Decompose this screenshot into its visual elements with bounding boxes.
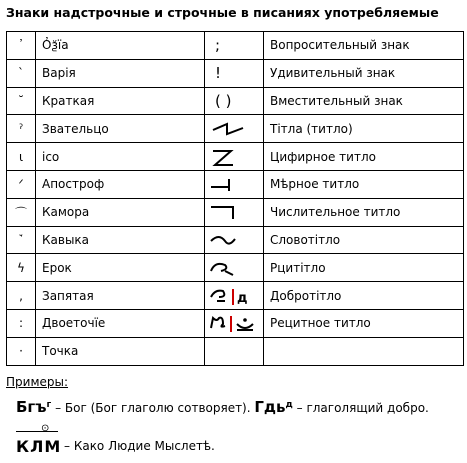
cifirnoe-titlo-icon xyxy=(205,143,264,171)
semicolon-question-icon xyxy=(205,32,264,60)
klm-titlo-line xyxy=(16,431,58,432)
sign-name-2: Словотітло xyxy=(264,226,464,254)
table-row xyxy=(7,87,464,115)
klm-letters: КЛМ xyxy=(16,437,62,456)
sign-symbol: ᐟ xyxy=(7,170,36,198)
example-desc-2: – глаголящий добро. xyxy=(292,401,429,415)
sign-name: Краткая xyxy=(36,87,205,115)
sign-name-2: Мѣрное титло xyxy=(264,170,464,198)
example-word-gospod: Гдь xyxy=(254,398,286,416)
table-row xyxy=(7,282,464,310)
svg-text:;: ; xyxy=(215,36,221,55)
example-line-2 xyxy=(16,425,466,461)
sign-symbol: ˀ xyxy=(7,115,36,143)
sign-symbol: · xyxy=(7,337,36,365)
table-row xyxy=(7,115,464,143)
klm-mark-icon: ⊙ xyxy=(41,423,50,434)
sign-name-2: Вопросительный знак xyxy=(264,32,464,60)
sign-name-2: Рецитное титло xyxy=(264,309,464,337)
sign-name: Вapiя xyxy=(36,59,205,87)
table-row xyxy=(7,309,464,337)
parentheses-icon xyxy=(205,87,264,115)
example-desc-klm: – Како Людие Мыслетѣ. xyxy=(64,439,215,453)
example-sup-1: г xyxy=(46,400,52,410)
table-row xyxy=(7,59,464,87)
table-row xyxy=(7,226,464,254)
svg-text:д: д xyxy=(237,290,248,306)
slovotitlo-icon xyxy=(205,226,264,254)
examples-heading: Примеры: xyxy=(6,375,69,389)
sign-name-2: Числительное титло xyxy=(264,198,464,226)
table-row xyxy=(7,198,464,226)
sign-name: О҆ѯїа xyxy=(36,32,205,60)
signs-table xyxy=(6,31,464,366)
sign-name: Запятая xyxy=(36,282,205,310)
example-desc-1: – Бог (Бог глаголю сотворяет). xyxy=(51,401,255,415)
sign-name-2: Вместительный знак xyxy=(264,87,464,115)
sign-name-2: Тітла (титло) xyxy=(264,115,464,143)
sign-name: Звательцо xyxy=(36,115,205,143)
sign-symbol: , xyxy=(7,282,36,310)
example-word-bog: Бгъ xyxy=(16,398,47,416)
sign-name: Двоеточїе xyxy=(36,309,205,337)
svg-text:!: ! xyxy=(215,64,222,83)
example-sup-2: д xyxy=(285,400,293,410)
sign-name: Ерок xyxy=(36,254,205,282)
sign-name-2: Рцитітло xyxy=(264,254,464,282)
table-row xyxy=(7,337,464,365)
sign-name: Кавыка xyxy=(36,226,205,254)
sign-name: ico xyxy=(36,143,205,171)
sign-name: Апостроф xyxy=(36,170,205,198)
svg-text:( ): ( ) xyxy=(215,91,232,110)
rtsititlo-icon xyxy=(205,254,264,282)
sign-symbol: ˘ xyxy=(7,87,36,115)
sign-name: Камора xyxy=(36,198,205,226)
titlo-icon xyxy=(205,115,264,143)
sign-name-2: Цифирное титло xyxy=(264,143,464,171)
sign-name-2: Добротітло xyxy=(264,282,464,310)
page-title: Знаки надстрочные и строчные в писаниях употребляемые xyxy=(6,5,439,20)
mernoe-titlo-icon xyxy=(205,170,264,198)
example-line-1 xyxy=(16,391,466,419)
sign-name: Точка xyxy=(36,337,205,365)
sign-symbol: ⌒ xyxy=(7,198,36,226)
sign-symbol: ˋ xyxy=(7,59,36,87)
table-row xyxy=(7,32,464,60)
table-row xyxy=(7,143,464,171)
sign-symbol: ᾿ xyxy=(7,32,36,60)
sign-symbol: ꙇ xyxy=(7,143,36,171)
sign-name-2: Удивительный знак xyxy=(264,59,464,87)
table-row xyxy=(7,254,464,282)
sign-symbol: : xyxy=(7,309,36,337)
sign-symbol: ꙿ xyxy=(7,226,36,254)
dobrotitlo-icon xyxy=(205,282,264,310)
table-row xyxy=(7,170,464,198)
chislitelnoe-titlo-icon xyxy=(205,198,264,226)
exclamation-icon xyxy=(205,59,264,87)
retsitnoe-titlo-icon xyxy=(205,309,264,337)
sign-symbol: ϟ xyxy=(7,254,36,282)
empty-cell xyxy=(205,337,264,365)
sign-name-2 xyxy=(264,337,464,365)
